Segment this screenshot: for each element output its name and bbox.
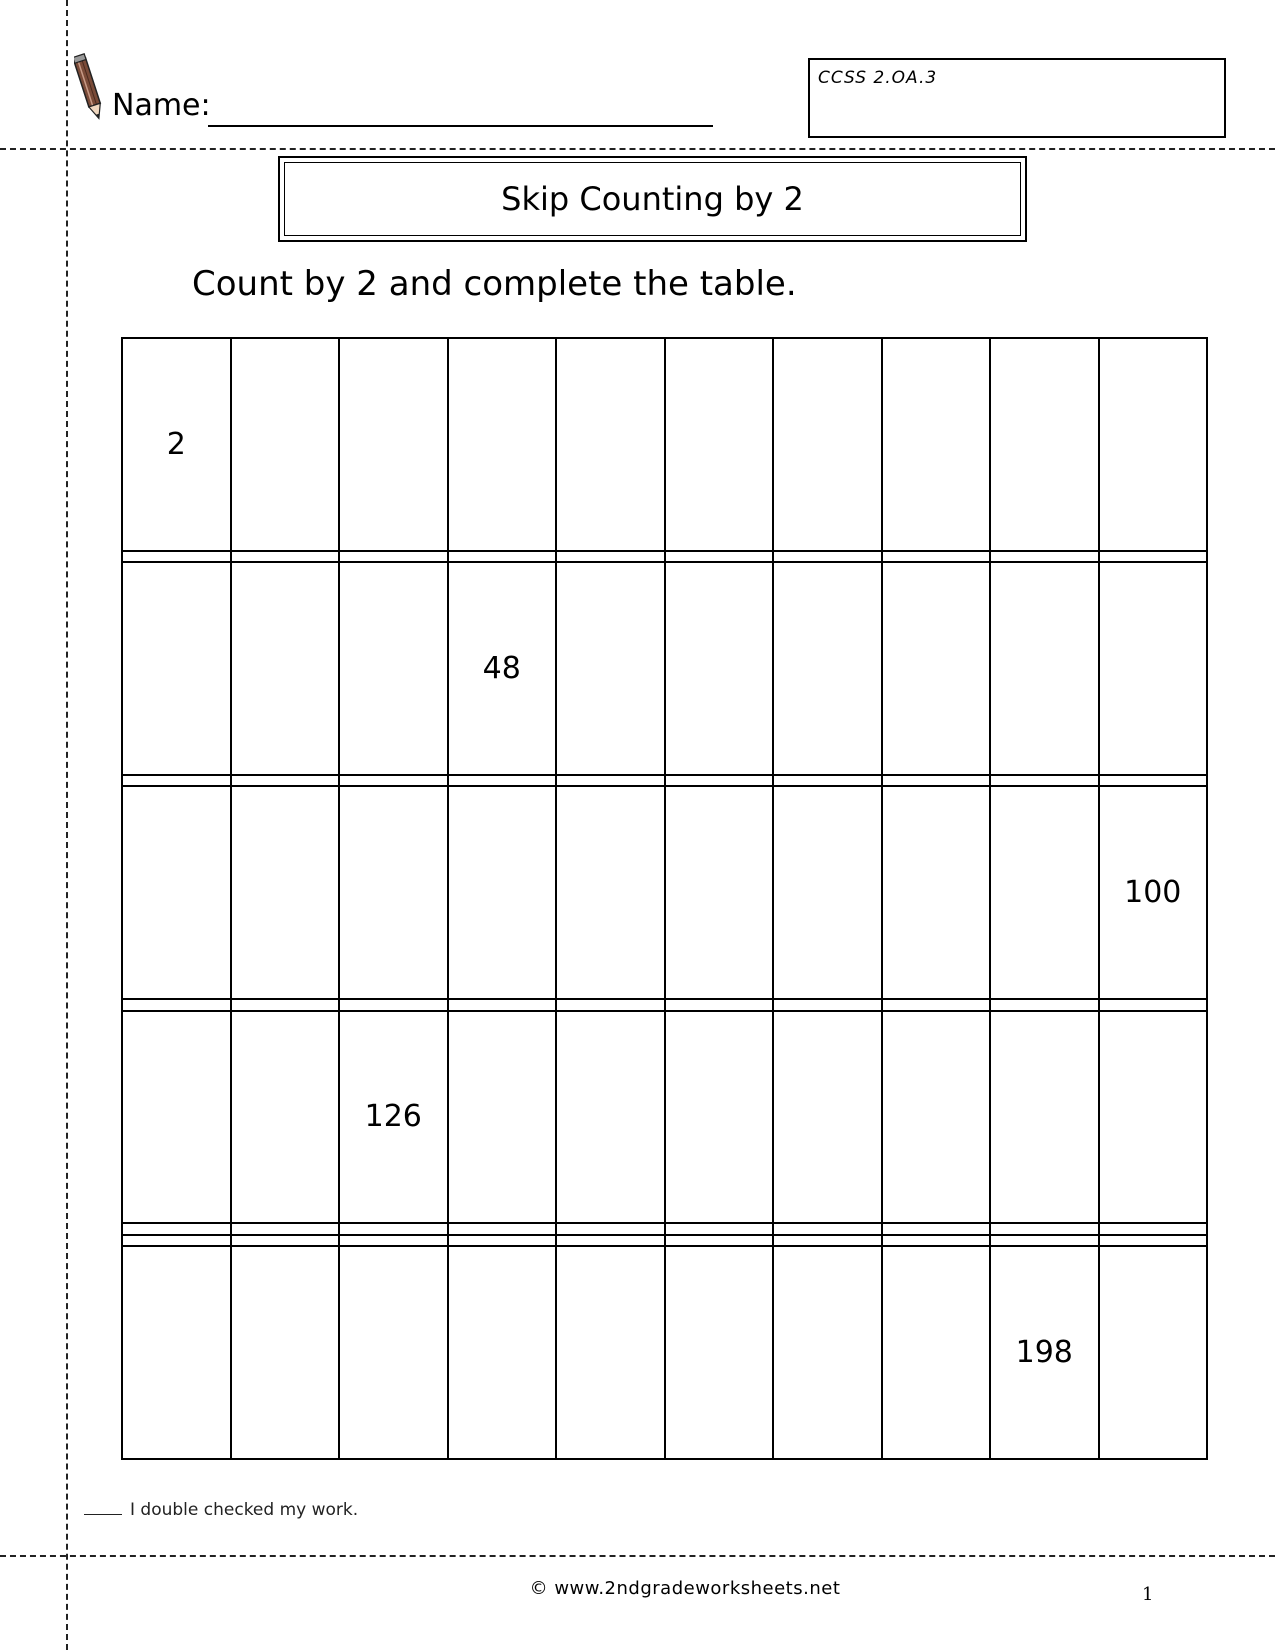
grid-cell[interactable] — [231, 562, 340, 775]
grid-cell[interactable] — [773, 786, 882, 999]
grid-cell[interactable] — [773, 999, 882, 1010]
grid-cell[interactable] — [665, 1235, 774, 1246]
grid-row — [122, 999, 1207, 1010]
grid-cell[interactable] — [339, 1223, 448, 1234]
grid-cell[interactable] — [448, 1246, 557, 1459]
grid-cell[interactable] — [990, 1011, 1099, 1224]
grid-cell[interactable] — [448, 1011, 557, 1224]
grid-cell[interactable] — [231, 786, 340, 999]
grid-row — [122, 1223, 1207, 1234]
grid-cell[interactable] — [882, 775, 991, 786]
grid-cell[interactable] — [665, 786, 774, 999]
grid-cell[interactable] — [665, 562, 774, 775]
grid-cell[interactable] — [665, 551, 774, 562]
grid-cell[interactable] — [882, 1246, 991, 1459]
check-blank[interactable] — [84, 1514, 122, 1515]
grid-cell[interactable] — [1099, 1235, 1208, 1246]
grid-cell[interactable] — [990, 999, 1099, 1010]
grid-cell[interactable]: 126 — [339, 1011, 448, 1224]
grid-cell[interactable] — [556, 1235, 665, 1246]
grid-cell[interactable] — [665, 1223, 774, 1234]
hundreds-grid — [121, 337, 1208, 1460]
grid-cell[interactable] — [990, 338, 1099, 551]
grid-cell[interactable] — [882, 1011, 991, 1224]
grid-cell[interactable] — [122, 562, 231, 775]
instruction-text: Count by 2 and complete the table. — [192, 264, 797, 304]
grid-cell[interactable] — [1099, 1223, 1208, 1234]
grid-cell[interactable] — [665, 1246, 774, 1459]
grid-row — [122, 1246, 1207, 1459]
double-check-line — [84, 1500, 358, 1520]
grid-cell[interactable] — [122, 786, 231, 999]
grid-cell[interactable] — [231, 338, 340, 551]
grid-cell[interactable] — [556, 551, 665, 562]
grid-cell[interactable] — [773, 551, 882, 562]
grid-cell[interactable] — [448, 1223, 557, 1234]
title-inner-border — [284, 162, 1021, 236]
title-box — [278, 156, 1027, 242]
grid-cell[interactable] — [448, 551, 557, 562]
grid-cell[interactable] — [1099, 775, 1208, 786]
grid-cell[interactable] — [882, 999, 991, 1010]
grid-cell[interactable] — [990, 562, 1099, 775]
grid-cell[interactable] — [665, 1011, 774, 1224]
grid-cell[interactable] — [448, 1235, 557, 1246]
grid-cell[interactable] — [990, 786, 1099, 999]
grid-row — [122, 1235, 1207, 1246]
grid-cell[interactable] — [231, 1223, 340, 1234]
grid-cell[interactable] — [231, 1011, 340, 1224]
grid-cell[interactable] — [773, 338, 882, 551]
grid-cell[interactable]: 100 — [1099, 786, 1208, 999]
grid-cell[interactable] — [231, 999, 340, 1010]
top-cut-line — [0, 148, 1275, 150]
grid-cell[interactable] — [448, 786, 557, 999]
copyright-text: © www.2ndgradeworksheets.net — [529, 1578, 841, 1599]
grid-cell[interactable] — [556, 1223, 665, 1234]
grid-cell[interactable] — [122, 551, 231, 562]
grid-cell[interactable] — [122, 775, 231, 786]
grid-cell[interactable] — [990, 1223, 1099, 1234]
page-number: 1 — [1142, 1584, 1154, 1605]
grid-cell[interactable] — [448, 338, 557, 551]
name-field[interactable] — [208, 125, 713, 127]
grid-cell[interactable] — [339, 1235, 448, 1246]
grid-cell[interactable] — [1099, 551, 1208, 562]
grid-row — [122, 786, 1207, 999]
grid-cell[interactable] — [773, 1011, 882, 1224]
grid-cell[interactable] — [773, 1246, 882, 1459]
grid-cell[interactable] — [1099, 1246, 1208, 1459]
grid-row — [122, 775, 1207, 786]
grid-cell[interactable] — [339, 786, 448, 999]
vertical-cut-line — [66, 0, 68, 1650]
grid-cell[interactable] — [773, 562, 882, 775]
pencil-icon — [74, 52, 104, 124]
name-label: Name: — [112, 88, 211, 123]
grid-cell[interactable] — [122, 999, 231, 1010]
grid-cell[interactable] — [556, 775, 665, 786]
grid-row — [122, 338, 1207, 551]
grid-cell[interactable] — [231, 1246, 340, 1459]
grid-cell[interactable] — [990, 551, 1099, 562]
grid-cell[interactable] — [1099, 1011, 1208, 1224]
grid-cell[interactable] — [1099, 338, 1208, 551]
grid-cell[interactable] — [448, 775, 557, 786]
grid-cell[interactable] — [339, 551, 448, 562]
grid-cell[interactable] — [556, 338, 665, 551]
check-text: I double checked my work. — [130, 1500, 359, 1520]
grid-cell[interactable]: 2 — [122, 338, 231, 551]
grid-cell[interactable] — [556, 1011, 665, 1224]
grid-cell[interactable] — [231, 551, 340, 562]
grid-cell[interactable] — [339, 338, 448, 551]
grid-cell[interactable] — [990, 775, 1099, 786]
grid-cell[interactable] — [882, 1223, 991, 1234]
grid-cell[interactable]: 198 — [990, 1246, 1099, 1459]
grid-cell[interactable] — [231, 1235, 340, 1246]
grid-cell[interactable] — [773, 1223, 882, 1234]
grid-cell[interactable] — [990, 1235, 1099, 1246]
grid-cell[interactable] — [122, 1246, 231, 1459]
page-title: Skip Counting by 2 — [501, 180, 804, 218]
grid-cell[interactable] — [773, 775, 882, 786]
grid-cell[interactable] — [122, 1235, 231, 1246]
grid-cell[interactable] — [882, 786, 991, 999]
grid-row — [122, 1011, 1207, 1224]
grid-cell[interactable] — [1099, 999, 1208, 1010]
grid-row — [122, 562, 1207, 775]
grid-cell[interactable] — [556, 1246, 665, 1459]
grid-cell[interactable] — [556, 786, 665, 999]
standard-code: CCSS 2.OA.3 — [818, 68, 938, 88]
standard-box — [808, 58, 1226, 138]
grid-cell[interactable] — [665, 775, 774, 786]
grid-cell[interactable] — [339, 775, 448, 786]
grid-cell[interactable] — [122, 1223, 231, 1234]
grid-cell[interactable] — [448, 999, 557, 1010]
grid-cell[interactable] — [665, 338, 774, 551]
grid-cell[interactable] — [665, 999, 774, 1010]
grid-row — [122, 551, 1207, 562]
grid-cell[interactable] — [1099, 562, 1208, 775]
grid-cell[interactable] — [882, 562, 991, 775]
grid-cell[interactable] — [556, 562, 665, 775]
grid-cell[interactable] — [231, 775, 340, 786]
bottom-cut-line — [0, 1555, 1275, 1557]
grid-cell[interactable] — [773, 1235, 882, 1246]
grid-cell[interactable] — [339, 1246, 448, 1459]
grid-cell[interactable] — [882, 338, 991, 551]
grid-cell[interactable] — [882, 551, 991, 562]
grid-cell[interactable] — [339, 999, 448, 1010]
grid-cell[interactable]: 48 — [448, 562, 557, 775]
grid-cell[interactable] — [339, 562, 448, 775]
grid-cell[interactable] — [882, 1235, 991, 1246]
grid-cell[interactable] — [556, 999, 665, 1010]
grid-cell[interactable] — [122, 1011, 231, 1224]
